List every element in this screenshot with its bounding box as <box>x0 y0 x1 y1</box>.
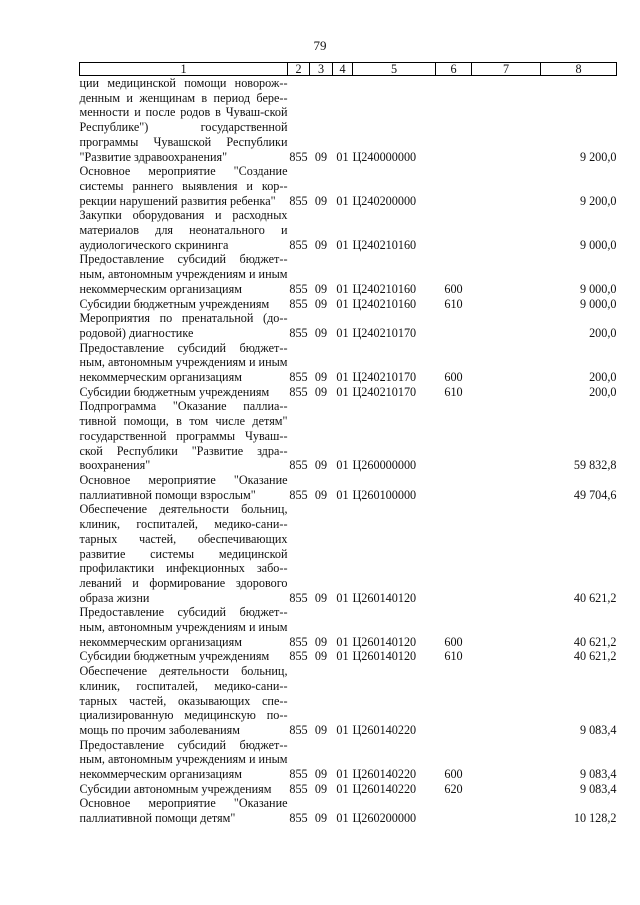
expense-type-cell: 600 <box>444 370 463 385</box>
table-header-row <box>80 63 617 76</box>
table-row <box>80 252 617 296</box>
target-article-cell: Ц240000000 <box>352 149 417 164</box>
target-article-cell: Ц260140120 <box>352 590 417 605</box>
section-code-cell: 09 <box>314 193 328 208</box>
column-7-cell <box>472 164 541 208</box>
amount-cell: 59 832,8 <box>573 458 617 473</box>
section-code-cell: 09 <box>314 767 328 782</box>
target-article-cell: Ц260140220 <box>352 722 417 737</box>
row-name-cell: Предоставление субсидий бюджет-ным, автономным учреждениям и иным некоммерческим организациям <box>79 605 288 649</box>
target-article-cell: Ц240210160 <box>352 281 417 296</box>
column-7-cell <box>472 738 541 782</box>
target-article-cell: Ц240210170 <box>352 370 417 385</box>
amount-cell: 9 200,0 <box>579 193 617 208</box>
column-7-cell <box>472 782 541 797</box>
amount-cell: 200,0 <box>589 325 617 340</box>
subsection-code-cell: 01 <box>336 325 349 340</box>
table-row <box>80 297 617 312</box>
target-article-cell: Ц260200000 <box>352 811 417 826</box>
amount-cell: 200,0 <box>589 384 617 399</box>
target-article-cell: Ц260100000 <box>352 487 417 502</box>
column-7-cell <box>472 664 541 738</box>
subsection-code-cell: 01 <box>336 193 349 208</box>
page-number: 79 <box>313 38 327 53</box>
section-code-cell: 09 <box>314 722 328 737</box>
expense-type-cell: 610 <box>444 296 463 311</box>
subsection-code-cell: 01 <box>336 384 349 399</box>
subsection-code-cell: 01 <box>336 370 349 385</box>
subsection-code-cell: 01 <box>336 237 349 252</box>
amount-cell: 9 083,4 <box>579 767 617 782</box>
column-7-cell <box>472 385 541 400</box>
ministry-code-cell: 855 <box>289 149 308 164</box>
expense-type-cell <box>436 502 472 605</box>
target-article-cell: Ц260140220 <box>352 767 417 782</box>
ministry-code-cell: 855 <box>289 487 308 502</box>
amount-cell: 40 621,2 <box>573 649 617 664</box>
section-code-cell: 09 <box>314 296 328 311</box>
target-article-cell: Ц240210170 <box>352 325 417 340</box>
subsection-code-cell: 01 <box>336 649 349 664</box>
section-code-cell: 09 <box>314 325 328 340</box>
expense-type-cell <box>436 399 472 473</box>
target-article-cell: Ц260140120 <box>352 634 417 649</box>
table-row <box>80 796 617 825</box>
subsection-code-cell: 01 <box>336 458 349 473</box>
subsection-code-cell: 01 <box>336 767 349 782</box>
column-7-cell <box>472 252 541 296</box>
amount-cell: 200,0 <box>589 370 617 385</box>
table-row <box>80 473 617 502</box>
amount-cell: 9 000,0 <box>579 296 617 311</box>
subsection-code-cell: 01 <box>336 811 349 826</box>
subsection-code-cell: 01 <box>336 634 349 649</box>
ministry-code-cell: 855 <box>289 590 308 605</box>
table-row <box>80 782 617 797</box>
row-name-cell: Мероприятия по пренатальной (до-родовой) диагностике <box>79 311 288 340</box>
section-code-cell: 09 <box>314 811 328 826</box>
table-row <box>80 399 617 473</box>
budget-table <box>79 62 617 826</box>
expense-type-cell <box>436 164 472 208</box>
expense-type-cell: 610 <box>444 384 463 399</box>
table-row <box>80 738 617 782</box>
expense-type-cell: 600 <box>444 634 463 649</box>
section-code-cell: 09 <box>314 781 328 796</box>
expense-type-cell: 610 <box>444 649 463 664</box>
table-row <box>80 341 617 385</box>
ministry-code-cell: 855 <box>289 767 308 782</box>
column-7-cell <box>472 311 541 340</box>
subsection-code-cell: 01 <box>336 722 349 737</box>
table-row <box>80 385 617 400</box>
section-code-cell: 09 <box>314 370 328 385</box>
section-code-cell: 09 <box>314 649 328 664</box>
expense-type-cell <box>436 796 472 825</box>
section-code-cell: 09 <box>314 281 328 296</box>
expense-type-cell <box>436 311 472 340</box>
row-name-cell: Субсидии бюджетным учреждениям <box>79 296 270 311</box>
section-code-cell: 09 <box>314 384 328 399</box>
expense-type-cell: 620 <box>444 781 463 796</box>
ministry-code-cell: 855 <box>289 722 308 737</box>
subsection-code-cell: 01 <box>336 487 349 502</box>
table-row <box>80 649 617 664</box>
expense-type-cell <box>436 208 472 252</box>
column-7-cell <box>472 796 541 825</box>
expense-type-cell <box>436 76 472 165</box>
ministry-code-cell: 855 <box>289 281 308 296</box>
table-row <box>80 605 617 649</box>
amount-cell: 9 000,0 <box>579 281 617 296</box>
ministry-code-cell: 855 <box>289 193 308 208</box>
amount-cell: 10 128,2 <box>573 811 617 826</box>
column-header: 7 <box>472 63 541 76</box>
ministry-code-cell: 855 <box>289 370 308 385</box>
table-row <box>80 311 617 340</box>
column-header: 1 <box>80 63 288 76</box>
row-name-cell: Предоставление субсидий бюджет-ным, автономным учреждениям и иным некоммерческим организациям <box>79 737 288 782</box>
column-7-cell <box>472 502 541 605</box>
column-7-cell <box>472 76 541 165</box>
ministry-code-cell: 855 <box>289 649 308 664</box>
section-code-cell: 09 <box>314 458 328 473</box>
section-code-cell: 09 <box>314 487 328 502</box>
expense-type-cell: 600 <box>444 767 463 782</box>
amount-cell: 9 083,4 <box>579 722 617 737</box>
ministry-code-cell: 855 <box>289 458 308 473</box>
target-article-cell: Ц260140120 <box>352 649 417 664</box>
subsection-code-cell: 01 <box>336 281 349 296</box>
column-header: 3 <box>310 63 333 76</box>
target-article-cell: Ц240210170 <box>352 384 417 399</box>
ministry-code-cell: 855 <box>289 296 308 311</box>
amount-cell: 40 621,2 <box>573 590 617 605</box>
ministry-code-cell: 855 <box>289 781 308 796</box>
row-name-cell: Закупки оборудования и расходных материалов для неонатального и аудиологического скрининга <box>79 208 288 252</box>
table-body <box>80 76 617 826</box>
subsection-code-cell: 01 <box>336 781 349 796</box>
subsection-code-cell: 01 <box>336 590 349 605</box>
table-row <box>80 164 617 208</box>
column-header: 2 <box>288 63 310 76</box>
section-code-cell: 09 <box>314 237 328 252</box>
row-name-cell: Обеспечение деятельности больниц, клиник, госпиталей, медико-сани-тарных частей, обеспечивающих развитие системы медицинской профилактики инфекционных забо-леваний и формирование здорового образа жизни <box>79 502 288 605</box>
expense-type-cell: 600 <box>444 281 463 296</box>
column-7-cell <box>472 297 541 312</box>
amount-cell: 49 704,6 <box>573 487 617 502</box>
column-header: 8 <box>541 63 617 76</box>
row-name-cell: Субсидии бюджетным учреждениям <box>79 384 270 399</box>
section-code-cell: 09 <box>314 149 328 164</box>
ministry-code-cell: 855 <box>289 811 308 826</box>
table-row <box>80 76 617 165</box>
row-name-cell: ции медицинской помощи новорож-денным и женщинам в период бере-менности и после родов в Чуваш-ской Республике") государственной программы Чувашской Республики "Развитие здравоохранения" <box>79 76 288 164</box>
amount-cell: 40 621,2 <box>573 634 617 649</box>
subsection-code-cell: 01 <box>336 149 349 164</box>
ministry-code-cell: 855 <box>289 325 308 340</box>
row-name-cell: Субсидии бюджетным учреждениям <box>79 649 270 664</box>
table-row <box>80 502 617 605</box>
row-name-cell: Основное мероприятие "Оказание паллиативной помощи взрослым" <box>79 472 288 502</box>
expense-type-cell <box>436 473 472 502</box>
target-article-cell: Ц240200000 <box>352 193 417 208</box>
section-code-cell: 09 <box>314 634 328 649</box>
column-7-cell <box>472 473 541 502</box>
target-article-cell: Ц260000000 <box>352 458 417 473</box>
ministry-code-cell: 855 <box>289 237 308 252</box>
column-7-cell <box>472 341 541 385</box>
target-article-cell: Ц260140220 <box>352 781 417 796</box>
column-header: 4 <box>333 63 353 76</box>
target-article-cell: Ц240210160 <box>352 296 417 311</box>
column-7-cell <box>472 399 541 473</box>
row-name-cell: Предоставление субсидий бюджет-ным, автономным учреждениям и иным некоммерческим организациям <box>79 252 288 296</box>
table-row <box>80 208 617 252</box>
amount-cell: 9 000,0 <box>579 237 617 252</box>
row-name-cell: Предоставление субсидий бюджет-ным, автономным учреждениям и иным некоммерческим организациям <box>79 340 288 385</box>
row-name-cell: Обеспечение деятельности больниц, клиник, госпиталей, медико-сани-тарных частей, оказывающих спе-циализированную медицинскую по-мощь по прочим заболеваниям <box>79 664 288 737</box>
column-header: 6 <box>436 63 472 76</box>
column-7-cell <box>472 208 541 252</box>
row-name-cell: Основное мероприятие "Оказание паллиативной помощи детям" <box>79 796 288 826</box>
column-header: 5 <box>353 63 436 76</box>
row-name-cell: Субсидии автономным учреждениям <box>79 781 272 796</box>
column-7-cell <box>472 605 541 649</box>
amount-cell: 9 200,0 <box>579 149 617 164</box>
expense-type-cell <box>436 664 472 738</box>
subsection-code-cell: 01 <box>336 296 349 311</box>
column-7-cell <box>472 649 541 664</box>
row-name-cell: Подпрограмма "Оказание паллиа-тивной помощи, в том числе детям" государственной программы Чуваш-ской Республики "Развитие здра-воохранения" <box>79 399 288 473</box>
section-code-cell: 09 <box>314 590 328 605</box>
ministry-code-cell: 855 <box>289 634 308 649</box>
target-article-cell: Ц240210160 <box>352 237 417 252</box>
ministry-code-cell: 855 <box>289 384 308 399</box>
row-name-cell: Основное мероприятие "Создание системы раннего выявления и кор-рекции нарушений развития ребенка" <box>79 164 288 208</box>
table-row <box>80 664 617 738</box>
amount-cell: 9 083,4 <box>579 781 617 796</box>
